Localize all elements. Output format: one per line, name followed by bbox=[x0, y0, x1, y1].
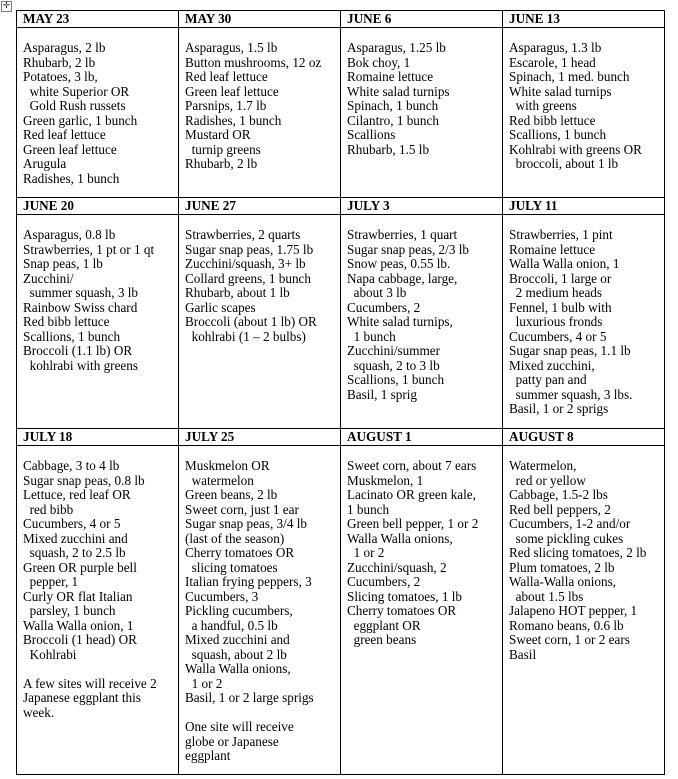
produce-item: slicing tomatoes bbox=[185, 559, 278, 575]
produce-item: Rhubarb, 2 lb bbox=[23, 54, 96, 70]
produce-item: Asparagus, 2 lb bbox=[23, 40, 106, 55]
produce-item: parsley, 1 bunch bbox=[23, 603, 116, 618]
produce-item: Walla Walla onions, bbox=[185, 661, 291, 676]
produce-item: Spinach, 1 med. bunch bbox=[509, 69, 630, 84]
produce-item: Red bibb lettuce bbox=[23, 314, 110, 329]
produce-item: Broccoli, 1 large or bbox=[509, 270, 612, 286]
produce-item: Asparagus, 1.25 lb bbox=[347, 40, 446, 55]
produce-item: (last of the season) bbox=[185, 530, 285, 546]
produce-item: about 1.5 lbs bbox=[509, 588, 584, 604]
week-date-heading: JULY 25 bbox=[179, 429, 340, 446]
produce-item: Snow peas, 0.55 lb. bbox=[347, 256, 451, 271]
produce-item: Scallions, 1 bunch bbox=[347, 372, 445, 387]
produce-item: Sugar snap peas, 1.1 lb bbox=[509, 343, 631, 358]
week-date-heading: JUNE 13 bbox=[503, 11, 664, 28]
produce-item: red or yellow bbox=[509, 472, 586, 488]
week-cell bbox=[179, 11, 341, 198]
produce-item: about 3 lb bbox=[347, 285, 407, 300]
produce-item: Italian frying peppers, 3 bbox=[185, 574, 312, 589]
produce-item: Cilantro, 1 bunch bbox=[347, 112, 439, 128]
produce-item: Napa cabbage, large, bbox=[347, 270, 458, 286]
produce-item: watermelon bbox=[185, 472, 254, 488]
produce-item: Cherry tomatoes OR bbox=[347, 603, 457, 618]
produce-item: green beans bbox=[347, 632, 417, 647]
produce-item: Sugar snap peas, 3/4 lb bbox=[185, 516, 307, 531]
produce-item: Radishes, 1 bunch bbox=[23, 170, 120, 186]
produce-item: Mixed zucchini, bbox=[509, 357, 595, 373]
produce-item: Sugar snap peas, 2/3 lb bbox=[347, 241, 469, 257]
produce-item: Lacinato OR green kale, bbox=[347, 487, 476, 502]
week-cell bbox=[179, 429, 341, 775]
week-cell bbox=[17, 429, 179, 775]
produce-item: Slicing tomatoes, 1 lb bbox=[347, 588, 463, 604]
produce-item: Romano beans, 0.6 lb bbox=[509, 617, 624, 633]
produce-item: Cherry tomatoes OR bbox=[185, 545, 295, 560]
produce-item: Spinach, 1 bunch bbox=[347, 98, 439, 113]
produce-item: Japanese eggplant this bbox=[23, 690, 141, 705]
produce-item: globe or Japanese bbox=[185, 733, 279, 749]
produce-item: Green bell pepper, 1 or 2 bbox=[347, 516, 479, 531]
produce-item: Gold Rush russets bbox=[23, 98, 126, 113]
produce-item: Broccoli (1.1 lb) OR bbox=[23, 343, 133, 358]
table-row bbox=[17, 11, 665, 198]
produce-item: Radishes, 1 bunch bbox=[185, 112, 282, 128]
produce-item: Green garlic, 1 bunch bbox=[23, 112, 138, 128]
week-date-heading: MAY 30 bbox=[179, 11, 340, 28]
produce-item: Strawberries, 1 pint bbox=[509, 227, 613, 242]
week-cell bbox=[341, 429, 503, 775]
produce-item: squash, 2 to 3 lb bbox=[347, 357, 440, 373]
produce-item: Pickling cucumbers, bbox=[185, 603, 293, 618]
produce-item: Basil, 1 sprig bbox=[347, 386, 417, 402]
produce-item: eggplant bbox=[185, 748, 231, 763]
produce-item: 1 bunch bbox=[347, 328, 396, 344]
produce-item: Rhubarb, about 1 lb bbox=[185, 285, 290, 300]
week-date-heading: AUGUST 1 bbox=[341, 429, 502, 446]
produce-item: Arugula bbox=[23, 156, 67, 171]
produce-item: with greens bbox=[509, 98, 577, 113]
produce-item: Parsnips, 1.7 lb bbox=[185, 98, 267, 113]
produce-item: Cucumbers, 4 or 5 bbox=[23, 516, 121, 531]
week-cell bbox=[341, 198, 503, 429]
week-cell bbox=[179, 198, 341, 429]
produce-item: Jalapeno HOT pepper, 1 bbox=[509, 603, 638, 618]
produce-item: 1 or 2 bbox=[347, 545, 385, 560]
produce-item: summer squash, 3 lbs. bbox=[509, 386, 633, 402]
week-cell bbox=[341, 11, 503, 198]
produce-item: Walla Walla onions, bbox=[347, 530, 453, 546]
produce-item: Mixed zucchini and bbox=[185, 632, 290, 647]
produce-item: Watermelon, bbox=[509, 458, 577, 473]
produce-item: Walla Walla onion, 1 bbox=[509, 256, 620, 271]
produce-item: Walla Walla onion, 1 bbox=[23, 617, 134, 633]
produce-item: Rainbow Swiss chard bbox=[23, 299, 138, 315]
week-cell bbox=[503, 198, 665, 429]
week-date-heading: JUNE 27 bbox=[179, 198, 340, 215]
week-date-heading: JUNE 20 bbox=[17, 198, 178, 215]
produce-item: Zucchini/squash, 2 bbox=[347, 559, 447, 575]
produce-item: Kohlrabi with greens OR bbox=[509, 141, 642, 157]
produce-item: Broccoli (about 1 lb) OR bbox=[185, 314, 317, 329]
produce-item: pepper, 1 bbox=[23, 574, 79, 589]
produce-item: Scallions bbox=[347, 127, 396, 142]
produce-item: eggplant OR bbox=[347, 617, 421, 633]
week-cell bbox=[17, 11, 179, 198]
table-move-handle-icon[interactable]: ✛ bbox=[2, 1, 11, 11]
produce-item: Basil, 1 or 2 large sprigs bbox=[185, 690, 314, 705]
week-date-heading: AUGUST 8 bbox=[503, 429, 664, 446]
produce-item: Scallions, 1 bunch bbox=[509, 127, 607, 142]
week-date-heading: MAY 23 bbox=[17, 11, 178, 28]
produce-item: Mixed zucchini and bbox=[23, 530, 128, 546]
produce-item: Asparagus, 1.5 lb bbox=[185, 40, 278, 55]
produce-item: Curly OR flat Italian bbox=[23, 588, 133, 604]
produce-item: Strawberries, 1 quart bbox=[347, 227, 458, 242]
produce-item: Sweet corn, 1 or 2 ears bbox=[509, 632, 630, 647]
produce-item: Red bell peppers, 2 bbox=[509, 501, 611, 517]
produce-item: Muskmelon, 1 bbox=[347, 472, 424, 488]
produce-item bbox=[185, 706, 336, 721]
produce-item: Green beans, 2 lb bbox=[185, 487, 278, 502]
produce-item: turnip greens bbox=[185, 141, 261, 157]
produce-item: Zucchini/ bbox=[23, 270, 74, 286]
produce-item: patty pan and bbox=[509, 372, 587, 387]
produce-item: Strawberries, 1 pt or 1 qt bbox=[23, 241, 155, 257]
week-date-heading: JULY 3 bbox=[341, 198, 502, 215]
produce-item: kohlrabi with greens bbox=[23, 357, 138, 373]
table-row bbox=[17, 198, 665, 429]
produce-item: Escarole, 1 head bbox=[509, 54, 596, 70]
produce-item: kohlrabi (1 – 2 bulbs) bbox=[185, 328, 306, 344]
produce-item: Cucumbers, 2 bbox=[347, 299, 421, 315]
produce-item: Basil bbox=[509, 646, 537, 662]
produce-item: red bibb bbox=[23, 501, 74, 517]
produce-item: Zucchini/squash, 3+ lb bbox=[185, 256, 306, 271]
produce-item: A few sites will receive 2 bbox=[23, 675, 157, 691]
produce-item: Sweet corn, about 7 ears bbox=[347, 458, 477, 473]
produce-item: White salad turnips bbox=[509, 83, 612, 99]
produce-item: White salad turnips, bbox=[347, 314, 453, 329]
produce-item: Kohlrabi bbox=[23, 646, 77, 662]
produce-item: Plum tomatoes, 2 lb bbox=[509, 559, 615, 575]
week-date-heading: JULY 11 bbox=[503, 198, 664, 215]
produce-item: Cabbage, 1.5-2 lbs bbox=[509, 487, 608, 502]
produce-item: Zucchini/summer bbox=[347, 343, 441, 358]
table-row bbox=[17, 429, 665, 775]
produce-item: Sugar snap peas, 1.75 lb bbox=[185, 241, 314, 257]
produce-item: 2 medium heads bbox=[509, 285, 603, 300]
produce-item: a handful, 0.5 lb bbox=[185, 617, 278, 633]
weekly-produce-table bbox=[16, 10, 665, 775]
produce-item: Cucumbers, 2 bbox=[347, 574, 421, 589]
week-cell bbox=[503, 429, 665, 775]
produce-item: Red leaf lettuce bbox=[23, 127, 106, 142]
produce-item: Green OR purple bell bbox=[23, 559, 137, 575]
produce-item: Cucumbers, 1-2 and/or bbox=[509, 516, 631, 531]
produce-item: Cabbage, 3 to 4 lb bbox=[23, 458, 120, 473]
produce-item: 1 bunch bbox=[347, 501, 390, 517]
produce-item: Green leaf lettuce bbox=[185, 83, 279, 99]
produce-item: Asparagus, 0.8 lb bbox=[23, 227, 116, 242]
produce-item: summer squash, 3 lb bbox=[23, 285, 139, 300]
produce-item: Cucumbers, 4 or 5 bbox=[509, 328, 607, 344]
week-date-heading: JUNE 6 bbox=[341, 11, 502, 28]
produce-item: Lettuce, red leaf OR bbox=[23, 487, 131, 502]
produce-item: Romaine lettuce bbox=[509, 241, 596, 257]
produce-item: Potatoes, 3 lb, bbox=[23, 69, 98, 84]
produce-item: Snap peas, 1 lb bbox=[23, 256, 103, 271]
produce-item: Scallions, 1 bunch bbox=[23, 328, 121, 344]
produce-item: luxurious fronds bbox=[509, 314, 603, 329]
produce-item: Red leaf lettuce bbox=[185, 69, 268, 84]
produce-item: Asparagus, 1.3 lb bbox=[509, 40, 602, 55]
produce-item: Romaine lettuce bbox=[347, 69, 434, 84]
produce-item: some pickling cukes bbox=[509, 530, 624, 546]
produce-item: Bok choy, 1 bbox=[347, 54, 411, 70]
produce-item: squash, 2 to 2.5 lb bbox=[23, 545, 126, 560]
produce-item: Green leaf lettuce bbox=[23, 141, 117, 157]
week-cell bbox=[17, 198, 179, 429]
produce-item: 1 or 2 bbox=[185, 675, 223, 691]
produce-item: Muskmelon OR bbox=[185, 458, 270, 473]
produce-item: Rhubarb, 2 lb bbox=[185, 156, 258, 171]
produce-item: Mustard OR bbox=[185, 127, 251, 142]
produce-item: Fennel, 1 bulb with bbox=[509, 299, 612, 315]
week-cell bbox=[503, 11, 665, 198]
produce-item: Red bibb lettuce bbox=[509, 112, 596, 128]
produce-item: Rhubarb, 1.5 lb bbox=[347, 141, 430, 157]
produce-item: week. bbox=[23, 704, 55, 720]
produce-item: Basil, 1 or 2 sprigs bbox=[509, 401, 609, 416]
produce-item: white Superior OR bbox=[23, 83, 130, 99]
produce-item: Collard greens, 1 bunch bbox=[185, 270, 311, 286]
produce-item: Red slicing tomatoes, 2 lb bbox=[509, 545, 647, 560]
produce-item: Button mushrooms, 12 oz bbox=[185, 54, 322, 70]
week-date-heading: JULY 18 bbox=[17, 429, 178, 446]
produce-item: broccoli, about 1 lb bbox=[509, 156, 619, 171]
produce-item: Broccoli (1 head) OR bbox=[23, 632, 137, 647]
produce-item: One site will receive bbox=[185, 719, 294, 734]
produce-item: Sugar snap peas, 0.8 lb bbox=[23, 472, 145, 488]
produce-item: Sweet corn, just 1 ear bbox=[185, 501, 299, 517]
produce-item: Strawberries, 2 quarts bbox=[185, 227, 301, 242]
produce-item: White salad turnips bbox=[347, 83, 450, 99]
produce-item: Walla-Walla onions, bbox=[509, 574, 617, 589]
produce-item: Garlic scapes bbox=[185, 299, 256, 315]
produce-item: squash, about 2 lb bbox=[185, 646, 287, 662]
produce-item: Cucumbers, 3 bbox=[185, 588, 259, 604]
produce-item bbox=[23, 662, 174, 677]
